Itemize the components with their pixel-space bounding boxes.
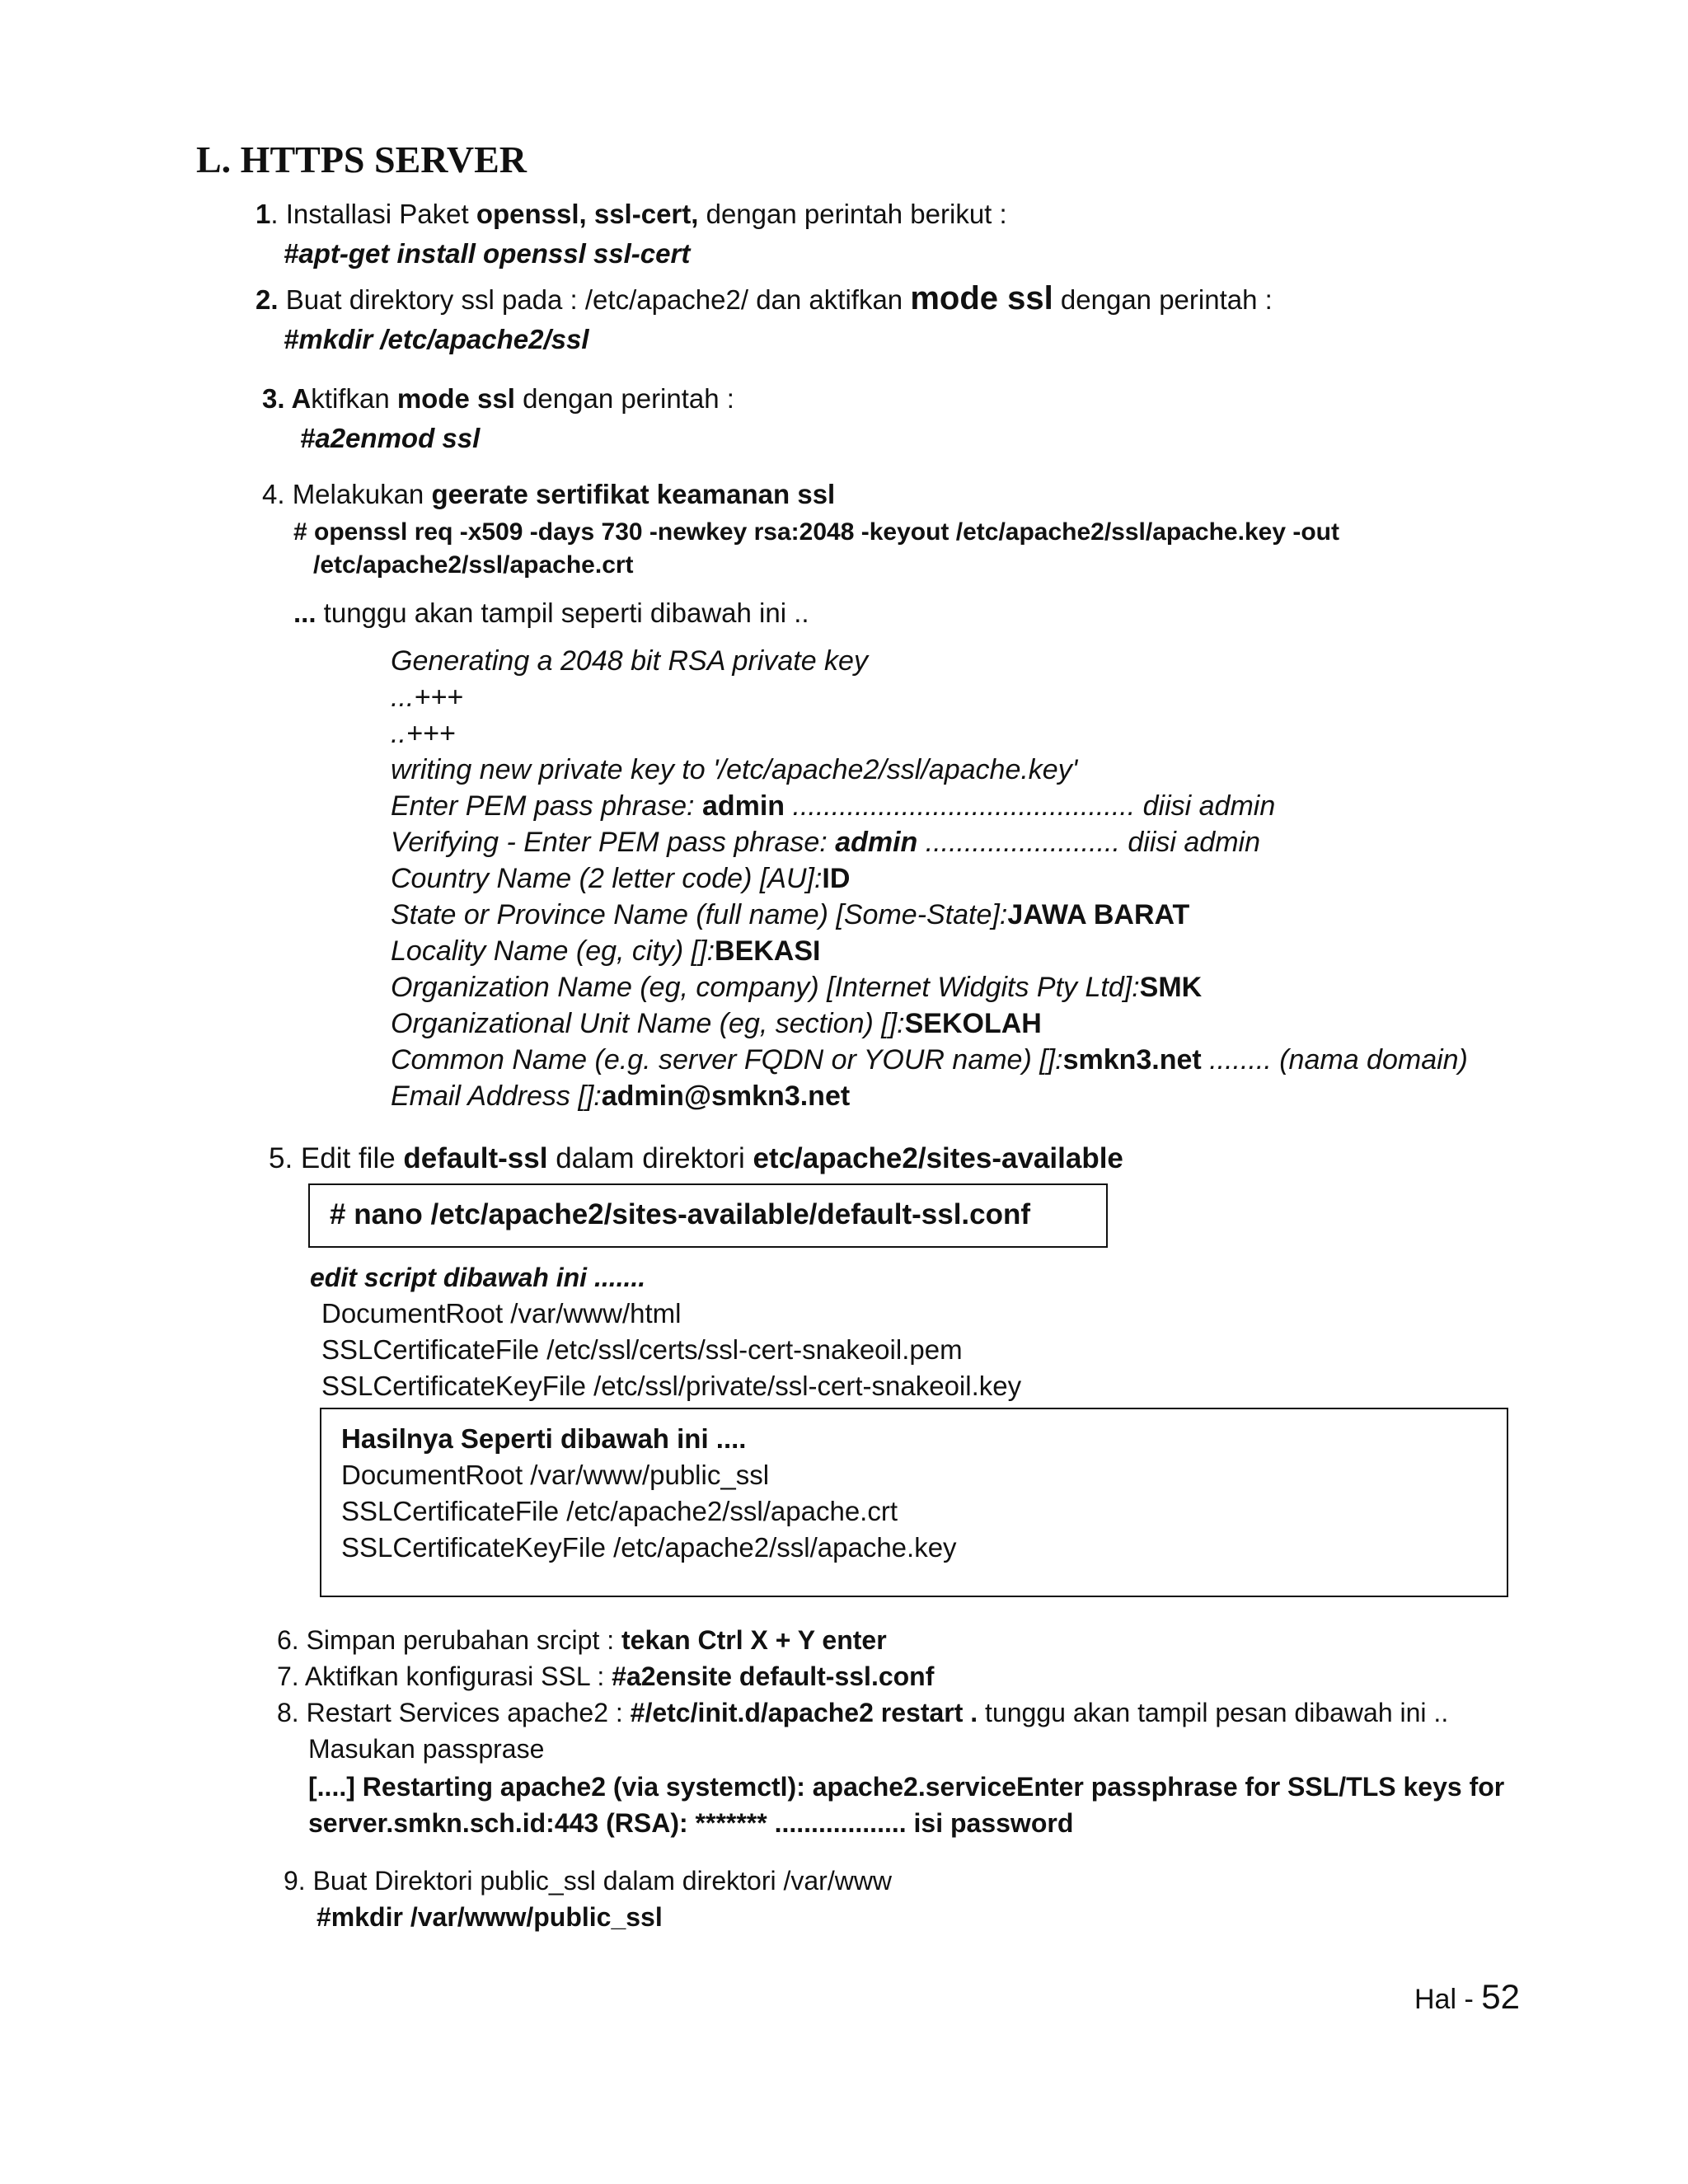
output-line-12-label: Common Name (e.g. server FQDN or YOUR name) []: bbox=[391, 1044, 1063, 1076]
step-6 bbox=[277, 1624, 887, 1657]
step-2-mode: mode ssl bbox=[910, 280, 1053, 316]
output-line-6-value: admin bbox=[835, 827, 918, 858]
step-2-number: 2. bbox=[256, 284, 279, 315]
result-line-1: DocumentRoot /var/www/public_ssl bbox=[341, 1460, 770, 1490]
step-7 bbox=[277, 1660, 934, 1693]
output-line-12-note: ........ (nama domain) bbox=[1201, 1044, 1468, 1076]
step-4-command-line-1: # openssl req -x509 -days 730 -newkey rsa:2048 -keyout /etc/apache2/ssl/apache.key -out bbox=[293, 518, 1339, 546]
step-4-wait-text: tunggu akan tampil seperti dibawah ini .. bbox=[316, 598, 809, 628]
step-4-command-line-2: /etc/apache2/ssl/apache.crt bbox=[313, 551, 634, 579]
original-line-3: SSLCertificateKeyFile /etc/ssl/private/ssl-cert-snakeoil.key bbox=[321, 1371, 1022, 1401]
step-4-text: 4. Melakukan bbox=[262, 479, 432, 509]
output-line-11 bbox=[391, 1007, 1042, 1040]
step-8-message-2: server.smkn.sch.id:443 (RSA): ******* .................. isi password bbox=[308, 1808, 1074, 1838]
step-5-directory: etc/apache2/sites-available bbox=[753, 1142, 1123, 1174]
output-line-6-note: ......................... diisi admin bbox=[917, 827, 1260, 858]
step-6-bold: tekan Ctrl X + Y enter bbox=[621, 1625, 887, 1655]
step-8-message-1: [....] Restarting apache2 (via systemctl): apache2.serviceEnter passphrase for SSL/TLS keys for bbox=[308, 1772, 1505, 1802]
step-7-bold: #a2ensite default-ssl.conf bbox=[612, 1661, 935, 1691]
page-number-label: Hal - bbox=[1414, 1984, 1482, 2015]
step-8-text: 8. Restart Services apache2 : bbox=[277, 1698, 631, 1727]
step-7-text: 7. Aktifkan konfigurasi SSL : bbox=[277, 1661, 612, 1691]
output-line-8-label: State or Province Name (full name) [Some-State]: bbox=[391, 899, 1008, 930]
step-1 bbox=[256, 198, 1007, 231]
step-9-command: #mkdir /var/www/public_ssl bbox=[316, 1902, 663, 1932]
step-3-text: ktifkan bbox=[311, 383, 397, 414]
step-4-wait-dots: ... bbox=[293, 598, 316, 628]
step-8 bbox=[277, 1696, 1448, 1729]
step-5-file: default-ssl bbox=[403, 1142, 548, 1174]
step-3 bbox=[262, 382, 734, 415]
output-line-8 bbox=[391, 898, 1189, 931]
output-line-5-value: admin bbox=[701, 790, 785, 822]
output-line-5 bbox=[391, 790, 1275, 823]
step-3-text-end: dengan perintah : bbox=[514, 383, 734, 414]
output-line-10 bbox=[391, 971, 1202, 1004]
page-number-value: 52 bbox=[1481, 1977, 1520, 2016]
output-line-11-value: SEKOLAH bbox=[904, 1008, 1042, 1039]
step-2-text-end: dengan perintah : bbox=[1053, 284, 1273, 315]
original-line-1: DocumentRoot /var/www/html bbox=[321, 1298, 682, 1329]
step-3-number: 3. A bbox=[262, 383, 312, 414]
output-line-11-label: Organizational Unit Name (eg, section) []: bbox=[391, 1008, 905, 1039]
step-8-text-end: tunggu akan tampil pesan dibawah ini .. bbox=[978, 1698, 1449, 1727]
step-4-wait bbox=[293, 597, 809, 630]
output-line-12-value: smkn3.net bbox=[1062, 1044, 1202, 1076]
step-1-text: . Installasi Paket bbox=[270, 199, 476, 229]
output-line-9-value: BEKASI bbox=[715, 935, 821, 967]
output-line-13 bbox=[391, 1080, 850, 1113]
step-2-command: #mkdir /etc/apache2/ssl bbox=[284, 324, 589, 354]
step-3-mode: mode ssl bbox=[396, 383, 515, 414]
result-line-2: SSLCertificateFile /etc/apache2/ssl/apache.crt bbox=[341, 1496, 898, 1526]
step-2 bbox=[256, 282, 1273, 316]
page-number bbox=[1414, 1976, 1520, 2020]
output-line-12 bbox=[391, 1043, 1468, 1076]
output-line-7-value: ID bbox=[822, 863, 851, 894]
step-9: 9. Buat Direktori public_ssl dalam direktori /var/www bbox=[284, 1866, 893, 1896]
step-1-packages: openssl, ssl-cert, bbox=[476, 199, 699, 229]
output-line-5-label: Enter PEM pass phrase: bbox=[391, 790, 702, 822]
step-8-bold: #/etc/init.d/apache2 restart . bbox=[630, 1698, 978, 1727]
step-1-command: #apt-get install openssl ssl-cert bbox=[284, 238, 691, 269]
step-3-command: #a2enmod ssl bbox=[300, 423, 481, 453]
result-label: Hasilnya Seperti dibawah ini .... bbox=[341, 1423, 747, 1454]
step-2-text: Buat direktory ssl pada : /etc/apache2/ dan aktifkan bbox=[278, 284, 911, 315]
output-line-1: Generating a 2048 bit RSA private key bbox=[391, 645, 868, 677]
output-line-3: ..+++ bbox=[391, 718, 456, 749]
output-line-8-value: JAWA BARAT bbox=[1007, 899, 1190, 930]
output-line-6 bbox=[391, 826, 1260, 859]
step-5-text-mid: dalam direktori bbox=[547, 1142, 753, 1174]
output-line-10-value: SMK bbox=[1139, 972, 1203, 1003]
step-8-line-2: Masukan passprase bbox=[308, 1734, 545, 1764]
output-line-6-label: Verifying - Enter PEM pass phrase: bbox=[391, 827, 836, 858]
step-1-text-end: dengan perintah berikut : bbox=[698, 199, 1007, 229]
output-line-13-label: Email Address []: bbox=[391, 1080, 602, 1112]
edit-script-label: edit script dibawah ini ....... bbox=[310, 1263, 646, 1292]
result-line-3: SSLCertificateKeyFile /etc/apache2/ssl/apache.key bbox=[341, 1532, 957, 1563]
output-line-9-label: Locality Name (eg, city) []: bbox=[391, 935, 715, 967]
step-5-text: 5. Edit file bbox=[269, 1142, 404, 1174]
output-line-7 bbox=[391, 862, 850, 895]
step-6-text: 6. Simpan perubahan srcipt : bbox=[277, 1625, 622, 1655]
original-line-2: SSLCertificateFile /etc/ssl/certs/ssl-cert-snakeoil.pem bbox=[321, 1334, 963, 1365]
output-line-5-note: ............................................ diisi admin bbox=[785, 790, 1276, 822]
nano-command: # nano /etc/apache2/sites-available/default-ssl.conf bbox=[330, 1198, 1031, 1230]
step-1-number: 1 bbox=[256, 199, 271, 229]
output-line-9 bbox=[391, 935, 820, 968]
step-4-bold: geerate sertifikat keamanan ssl bbox=[431, 479, 836, 509]
output-line-7-label: Country Name (2 letter code) [AU]: bbox=[391, 863, 823, 894]
step-4 bbox=[262, 478, 835, 511]
output-line-10-label: Organization Name (eg, company) [Internet Widgits Pty Ltd]: bbox=[391, 972, 1140, 1003]
step-5 bbox=[269, 1142, 1123, 1175]
output-line-2: ...+++ bbox=[391, 682, 463, 713]
section-title: L. HTTPS SERVER bbox=[196, 138, 527, 180]
output-line-13-value: admin@smkn3.net bbox=[601, 1080, 851, 1112]
output-line-4: writing new private key to '/etc/apache2/ssl/apache.key' bbox=[391, 754, 1078, 785]
